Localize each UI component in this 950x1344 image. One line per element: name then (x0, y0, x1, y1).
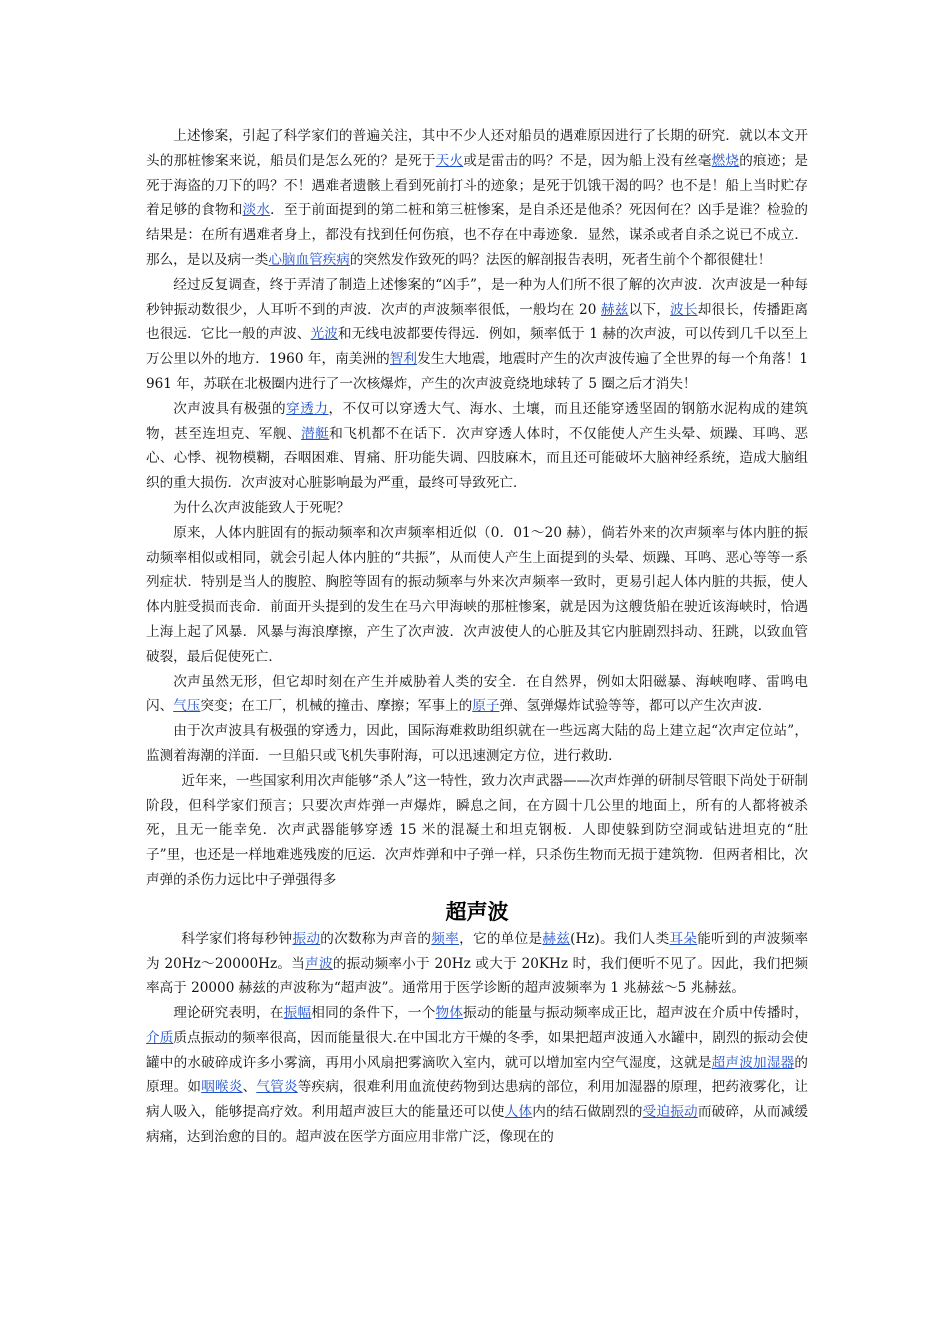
section-heading: 超声波 (445, 899, 509, 924)
keyword-link[interactable]: 声波 (305, 955, 333, 972)
text-run: 为什么次声波能致人于死呢？ (173, 499, 350, 516)
keyword-link[interactable]: 赫兹 (542, 930, 571, 947)
keyword-link[interactable]: 物体 (435, 1005, 464, 1022)
text-run: 以下， (628, 301, 671, 318)
keyword-link[interactable]: 受迫振动 (642, 1104, 698, 1121)
text-run: 却很长，传播距离也很远．它比一般的声波、 (146, 301, 809, 343)
paragraph (146, 927, 808, 1001)
keyword-link[interactable]: 气压 (173, 698, 201, 715)
text-run: 相同的条件下，一个 (311, 1005, 436, 1022)
text-run: 能听到的声波频率为 20Hz～20000Hz。当 (146, 930, 809, 972)
keyword-link[interactable]: 波长 (670, 301, 698, 318)
text-run: 经过反复调查，终于弄清了制造上述惨案的“凶手”，是一种为人们所不很了解的次声波．次声波是一种每秒钟振动数很少，人耳听不到的声波．次声的声波频率很低，一般均在 20 (146, 276, 808, 318)
text-run: 发生大地震，地震时产生的次声波传遍了全世界的每一个角落！1961 年，苏联在北极圈内进行了一次核爆炸，产生的次声波竟绕地球转了 5 圈之后才消失！ (146, 351, 808, 392)
text-run: 和飞机都不在话下．次声穿透人体时，不仅能使人产生头晕、烦躁、耳鸣、恶心、心悸、视物模糊，吞咽困难、胃痛、肝功能失调、四肢麻木，而且还可能破坏大脑神经系统，造成大脑组织的重大损伤．次声波对心脏影响最为严重，最终可导致死亡． (146, 425, 809, 492)
text-run: ，它的单位是 (459, 930, 543, 947)
keyword-link[interactable]: 穿透力 (286, 400, 329, 417)
paragraph (146, 521, 808, 670)
text-run: 或是雷击的吗？不是，因为船上没有丝毫 (463, 152, 712, 169)
paragraph (146, 496, 808, 521)
keyword-link[interactable]: 燃烧 (711, 152, 740, 169)
keyword-link[interactable]: 人体 (504, 1104, 533, 1121)
keyword-link[interactable]: 介质 (146, 1029, 174, 1046)
section-infrasound (146, 124, 808, 893)
paragraph (146, 719, 808, 769)
text-run: 近年来，一些国家利用次声能够“杀人”这一特性，致力次声武器——次声炸弹的研制尽管眼下尚处于研制阶段，但科学家们预言；只要次声炸弹一声爆炸，瞬息之间，在方圆十几公里的地面上，所有的人都将被杀死，且无一能幸免．次声武器能够穿透 15 米的混凝土和坦克钢板．人即使躲到防空洞或钻进坦克的“肚子”里，也还是一样地难逃残废的厄运．次声炸弹和中子弹一样，只杀伤生物而无损于建筑物．但两者相比，次声弹的杀伤力远比中子弹强得多 (146, 772, 808, 888)
text-run: 突变；在工厂，机械的撞击、摩擦；军事上的 (200, 698, 473, 715)
keyword-link[interactable]: 咽喉炎 (201, 1079, 243, 1096)
text-run: 的次数称为声音的 (320, 930, 432, 947)
text-run: 的痕迹；是死于海盗的刀下的吗？不！遇难者遗骸上看到死前打斗的迹象；是死于饥饿干渴的吗？也不是！船上当时贮存着足够的食物和 (146, 152, 809, 219)
document-body (146, 124, 808, 1150)
text-run: 由于次声波具有极强的穿透力，因此，国际海难救助组织就在一些远离大陆的岛上建立起“次声定位站”，监测着海潮的洋面．一旦船只或飞机失事附海，可以迅速测定方位，进行救助． (146, 723, 808, 764)
text-run: 上述惨案，引起了科学家们的普遍关注，其中不少人还对船员的遇难原因进行了长期的研究．就以本文开头的那桩惨案来说，船员们是怎么死的？是死于 (146, 128, 808, 169)
paragraph (146, 1001, 808, 1150)
paragraph (146, 397, 808, 496)
text-run: 原来，人体内脏固有的振动频率和次声频率相近似（0．01～20 赫），倘若外来的次声频率与体内脏的振动频率相似或相同，就会引起人体内脏的“共振”，从而使人产生上面提到的头晕、烦躁、耳鸣、恶心等等一系列症状．特别是当人的腹腔、胸腔等固有的振动频率与外来次声频率一致时，更易引起人体内脏的共振，使人体内脏受损而丧命．前面开头提到的发生在马六甲海峡的那桩惨案，就是因为这艘货船在驶近该海峡时，恰遇上海上起了风暴．风暴与海浪摩擦，产生了次声波．次声波使人的心脏及其它内脏剧烈抖动、狂跳，以致血管破裂，最后促使死亡． (146, 524, 808, 665)
text-run: (Hz)。我们人类 (570, 930, 670, 947)
keyword-link[interactable]: 超声波加湿器 (711, 1054, 795, 1071)
keyword-link[interactable]: 天火 (435, 152, 464, 169)
text-run: 而破碎，从而减缓病痛，达到治愈的目的。超声波在医学方面应用非常广泛，像现在的 (146, 1104, 809, 1146)
keyword-link[interactable]: 潜艇 (301, 425, 330, 442)
text-run: 和无线电波都要传得远．例如，频率低于 1 赫的次声波，可以传到几千以至上万公里以外的地方．1960 年，南美洲的 (146, 326, 809, 368)
text-run: 内的结石做剧烈的 (532, 1104, 643, 1121)
keyword-link[interactable]: 气管炎 (256, 1079, 298, 1096)
text-run: ．至于前面提到的第二桩和第三桩惨案，是自杀还是他杀？死因何在？凶手是谁？检验的结果是：在所有遇难者身上，都没有找到任何伤痕，也不存在中毒迹象．显然，谋杀或者自杀之说已不成立．那么，是以及病一类 (146, 202, 809, 268)
paragraph (146, 273, 808, 397)
text-run: 、 (242, 1079, 257, 1096)
keyword-link[interactable]: 振动 (292, 930, 321, 947)
text-run: 科学家们将每秒钟 (181, 930, 293, 947)
keyword-link[interactable]: 心脑血管疾病 (268, 251, 350, 268)
keyword-link[interactable]: 赫兹 (600, 301, 629, 318)
keyword-link[interactable]: 耳朵 (669, 930, 698, 947)
keyword-link[interactable]: 光波 (310, 326, 339, 343)
text-run: ，不仅可以穿透大气、海水、土壤，而且还能穿透坚固的钢筋水泥构成的建筑物，甚至连坦克、军舰、 (146, 400, 809, 442)
keyword-link[interactable]: 振幅 (283, 1005, 312, 1022)
keyword-link[interactable]: 原子 (472, 698, 500, 715)
paragraph (146, 124, 808, 273)
section-ultrasound (146, 927, 808, 1150)
text-run: 等疾病，很难利用血流使药物到达患病的部位，利用加湿器的原理，把药液雾化，让病人吸入，能够提高疗效。利用超声波巨大的能量还可以使 (146, 1079, 809, 1121)
text-run: 振动的能量与振动频率成正比，超声波在介质中传播时， (463, 1005, 809, 1022)
text-run: 理论研究表明，在 (173, 1005, 284, 1022)
text-run: 次声虽然无形，但它却时刻在产生并威胁着人类的安全．在自然界，例如太阳磁暴、海峡咆哮、雷鸣电闪、 (146, 673, 808, 715)
text-run: 质点振动的频率很高，因而能量很大.在中国北方干燥的冬季，如果把超声波通入水罐中，剧烈的振动会使罐中的水破碎成许多小雾滴，再用小风扇把雾滴吹入室内，就可以增加室内空气湿度，这就是 (146, 1029, 808, 1071)
text-run: 次声波具有极强的 (173, 400, 287, 417)
text-run: 的原理。如 (146, 1054, 809, 1096)
text-run: 的突然发作致死的吗？法医的解剖报告表明，死者生前个个都很健壮！ (349, 251, 772, 268)
keyword-link[interactable]: 淡水 (242, 202, 271, 219)
paragraph (146, 769, 808, 893)
text-run: 的振动频率小于 20Hz 或大于 20KHz 时，我们便听不见了。因此，我们把频率高于 20000 赫兹的声波称为“超声波”。通常用于医学诊断的超声波频率为 1 兆赫兹～5 兆赫兹。 (146, 955, 809, 997)
text-run: 弹、氢弹爆炸试验等等，都可以产生次声波． (499, 698, 772, 715)
keyword-link[interactable]: 智利 (389, 351, 418, 368)
paragraph (146, 670, 808, 720)
keyword-link[interactable]: 频率 (431, 930, 460, 947)
